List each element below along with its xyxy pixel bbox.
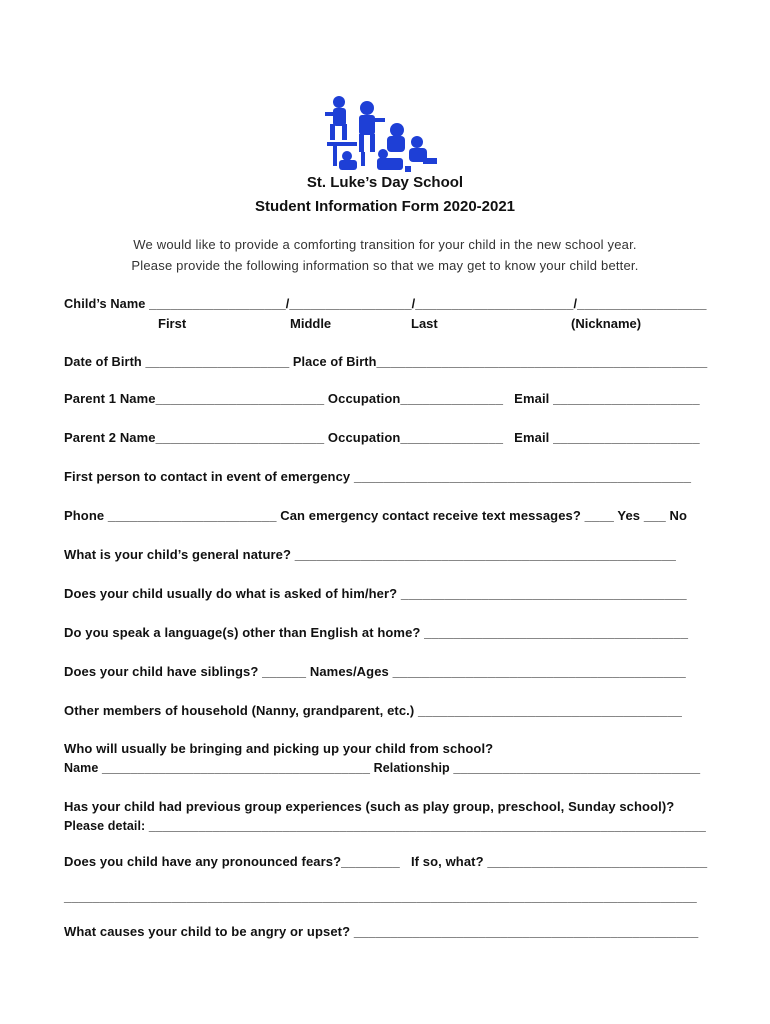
general-nature-field[interactable]: What is your child’s general nature? ____________________________________________________ [64,547,676,562]
angry-field[interactable]: What causes your child to be angry or upset? _______________________________________________ [64,924,699,939]
fears-field[interactable]: Does you child have any pronounced fears?________ If so, what? ______________________________ [64,854,708,869]
phone-field[interactable]: Phone _______________________ Can emergency contact receive text messages? ____ Yes ___ No [64,508,688,523]
emergency-contact-field[interactable]: First person to contact in event of emergency ______________________________________________ [64,469,692,484]
label-first: First [158,316,187,331]
parent2-field[interactable]: Parent 2 Name_______________________ Occupation______________ Email ____________________ [64,430,700,445]
fears-blank-line[interactable]: ________________________________________________________________________________________ [64,889,697,904]
childs-name-field[interactable]: Child’s Name ___________________/_________________/______________________/__________________ [64,296,707,311]
form-title: Student Information Form 2020-2021 [254,198,516,215]
label-middle: Middle [290,316,332,331]
school-logo [325,94,440,174]
siblings-field[interactable]: Does your child have siblings? ______ Names/Ages ________________________________________ [64,664,686,679]
group-detail-field[interactable]: Please detail: _______________________________________________________________________________ [64,819,706,833]
intro-line-1: We would like to provide a comforting transition for your child in the new school year. [133,237,637,252]
dob-field[interactable]: Date of Birth ____________________ Place of Birth______________________________________________ [64,354,708,369]
group-experience-question: Has your child had previous group experiences (such as play group, preschool, Sunday school)? [64,799,675,814]
intro-line-2: Please provide the following information so that we may get to know your child better. [131,258,639,273]
school-name: St. Luke’s Day School [306,174,464,191]
label-last: Last [411,316,438,331]
label-nickname: (Nickname) [571,316,642,331]
household-field[interactable]: Other members of household (Nanny, grandparent, etc.) ____________________________________ [64,703,682,718]
pickup-question: Who will usually be bringing and picking up your child from school? [64,741,494,756]
obedience-field[interactable]: Does your child usually do what is asked of him/her? _______________________________________ [64,586,687,601]
parent1-field[interactable]: Parent 1 Name_______________________ Occupation______________ Email ____________________ [64,391,700,406]
pickup-name-field[interactable]: Name ______________________________________ Relationship ___________________________________ [64,761,701,775]
language-field[interactable]: Do you speak a language(s) other than English at home? ____________________________________ [64,625,689,640]
